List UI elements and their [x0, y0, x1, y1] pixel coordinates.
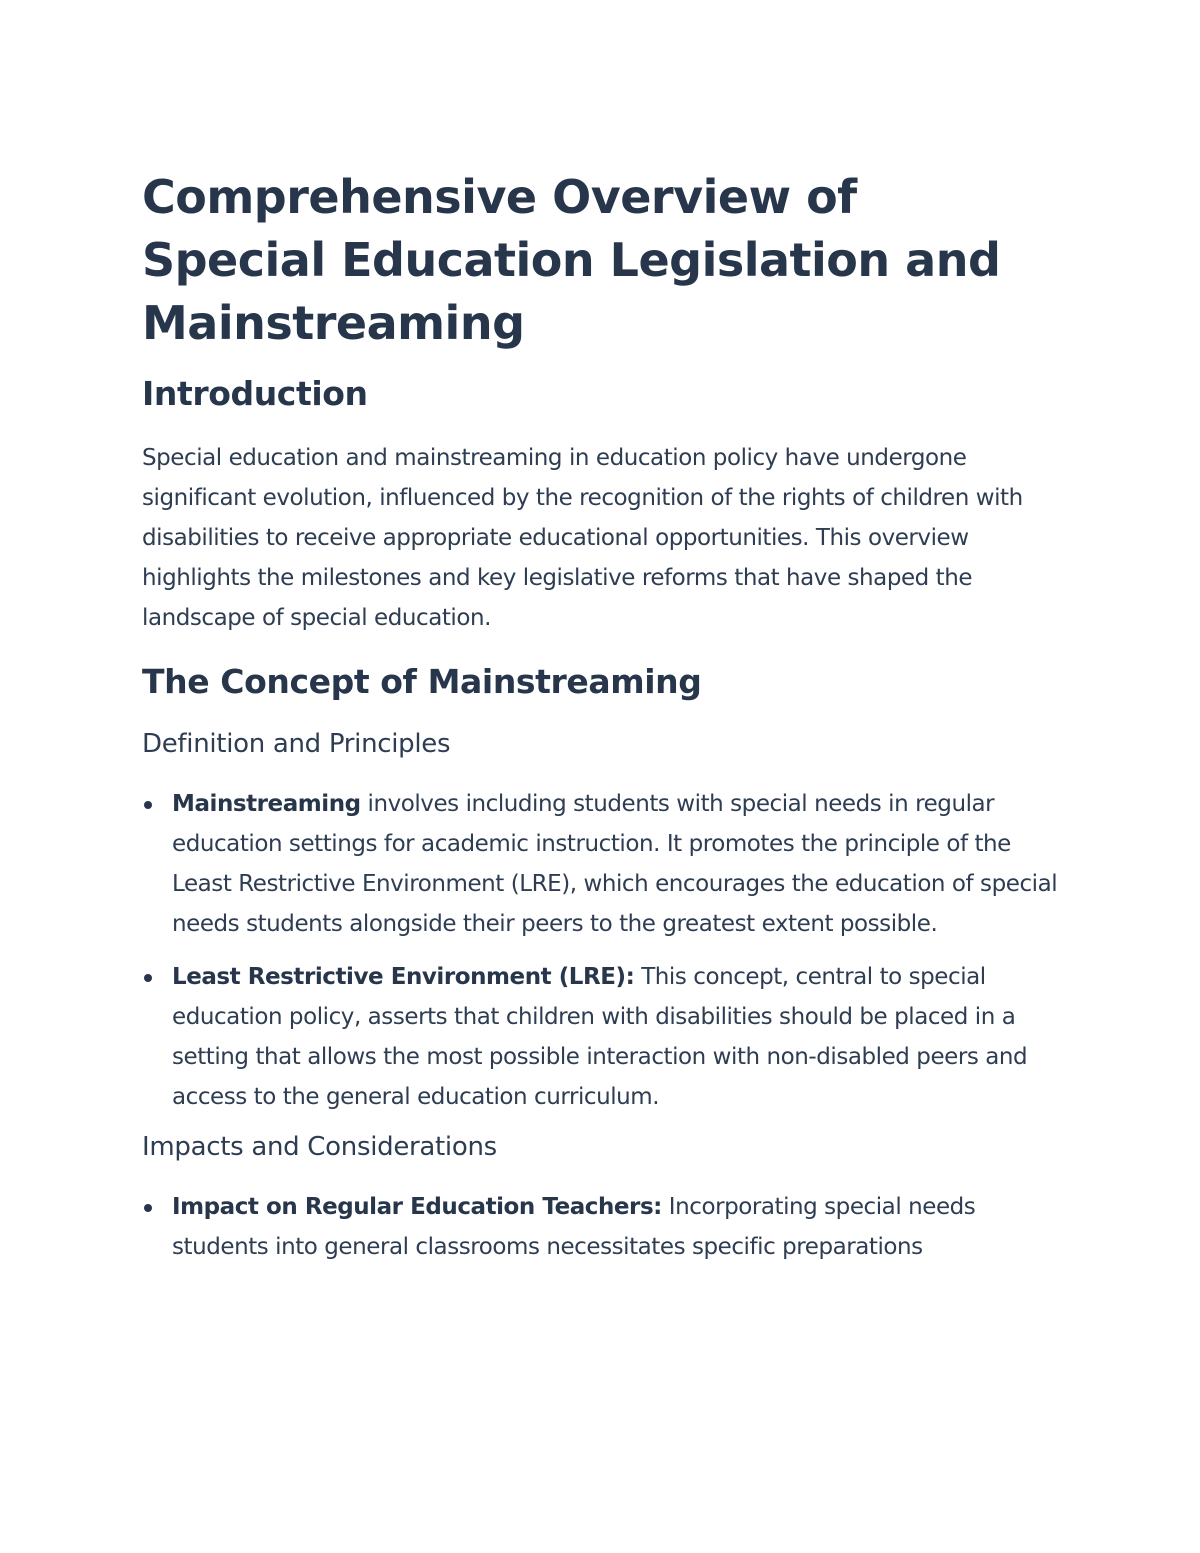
definition-list: [142, 784, 1072, 1117]
list-item-text: involves including students with special needs in regular education settings for academic instruction. It promotes the principle of the Least Restrictive Environment (LRE), which encourages the education of special needs students alongside their peers to the greatest extent possible.: [172, 791, 1058, 937]
impacts-considerations-heading: Impacts and Considerations: [142, 1132, 497, 1162]
list-item: [142, 1187, 1062, 1267]
list-item-term: Impact on Regular Education Teachers:: [172, 1194, 662, 1220]
list-item-text: This concept, central to special education policy, asserts that children with disabilities should be placed in a setting that allows the most possible interaction with non-disabled peers and access to the general education curriculum.: [172, 964, 1028, 1110]
introduction-paragraph: Special education and mainstreaming in education policy have undergone significant evolution, influenced by the recognition of the rights of children with disabilities to receive appropriate educational opportunities. This overview highlights the milestones and key legislative reforms that have shaped the landscape of special education.: [142, 445, 1023, 631]
document-page: [142, 166, 1072, 1267]
list-item: [142, 957, 1062, 1117]
mainstreaming-concept-heading: The Concept of Mainstreaming: [142, 662, 702, 701]
impacts-list: [142, 1187, 1072, 1267]
bullet-icon: [144, 1204, 152, 1212]
document-title: Comprehensive Overview of Special Education Legislation and Mainstreaming: [142, 170, 1001, 350]
list-item-term: Least Restrictive Environment (LRE):: [172, 964, 635, 990]
list-item-text: Incorporating special needs students into general classrooms necessitates specific preparations: [172, 1194, 976, 1260]
list-item: [142, 784, 1062, 944]
bullet-icon: [144, 801, 152, 809]
definition-principles-heading: Definition and Principles: [142, 729, 451, 759]
list-item-term: Mainstreaming: [172, 791, 361, 817]
bullet-icon: [144, 974, 152, 982]
introduction-heading: Introduction: [142, 374, 368, 413]
